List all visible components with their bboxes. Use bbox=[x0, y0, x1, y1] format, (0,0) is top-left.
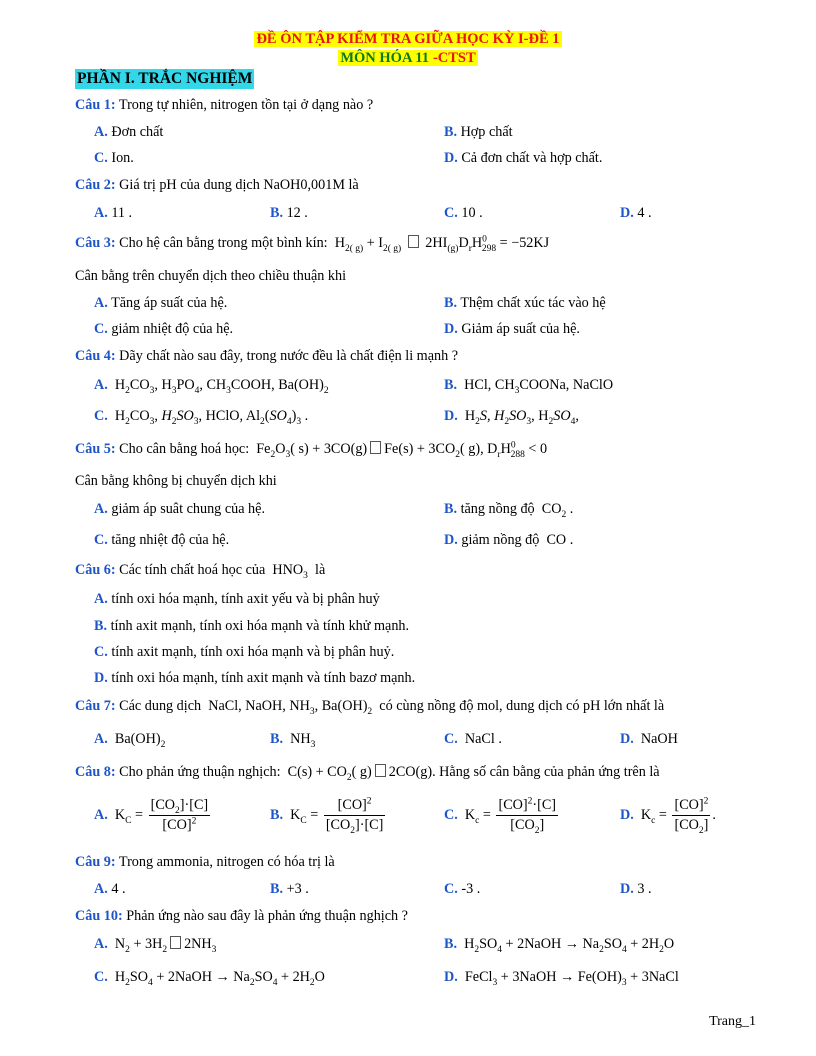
q4-option-b: B. HCl, $CH_3COONa$, NaClO bbox=[444, 377, 614, 396]
q1-option-a: A. Đơn chất bbox=[94, 124, 164, 140]
q5-stem-followup: Cân bằng không bị chuyển dịch khi bbox=[75, 473, 277, 489]
q9-option-c: C. -3 . bbox=[444, 881, 481, 897]
q3-equation: $H_{2( g)} + I_{2( g)}$ $2HI_{(g)}D_rH^0_{298} = -52KJ$ bbox=[331, 234, 550, 254]
q10-option-a: A. $N_2 + 3H_2$ $2NH_3$ bbox=[94, 936, 217, 955]
q8-option-d: D. $K_c$ = $\frac{[CO]^2}{[CO_2]}$ . bbox=[620, 796, 716, 836]
q2-option-a: A. 11 . bbox=[94, 205, 133, 221]
q8-option-a: A. $K_C$ = $\frac{[CO_2]\cdot[C]}{[CO]^2}$ bbox=[94, 797, 209, 834]
q5-option-d: D. giảm nồng độ CO . bbox=[444, 532, 574, 548]
equilibrium-arrow-icon bbox=[375, 764, 386, 777]
page-number: Trang_1 bbox=[709, 1014, 756, 1029]
q5-option-c: C. tăng nhiệt độ của hệ. bbox=[94, 532, 230, 548]
q5-equation: $Fe_2O_3$( s) + 3CO(g) $Fe(s) + 3CO_2$( g), $D_rH^0_{288} < 0$ bbox=[252, 440, 548, 460]
question-2: Câu 2: Giá trị pH của dung dịch NaOH0,001M là bbox=[75, 177, 359, 193]
q4-option-c: C. $H_2CO_3$, $H_2SO_3$, HClO, $Al_2(SO_4)_3$ . bbox=[94, 408, 309, 427]
q1-option-c: C. Ion. bbox=[94, 150, 134, 166]
q10-option-d: D. FeCl$_3$ + 3NaOH → $Fe(OH)_3$ + 3NaCl bbox=[444, 969, 679, 988]
q7-option-c: C. NaCl . bbox=[444, 731, 502, 747]
question-3: Câu 3: Cho hệ cân bằng trong một bình kín: $H_{2( g)} + I_{2( g)}$ $2HI_{(g)}D_rH^0_{298} = -52KJ$ bbox=[75, 234, 550, 254]
q2-option-d: D. 4 . bbox=[620, 205, 652, 221]
q6-option-c: C. tính axit mạnh, tính oxi hóa mạnh và bị phân huỷ. bbox=[94, 644, 395, 660]
q1-option-d: D. Cả đơn chất và hợp chất. bbox=[444, 150, 603, 166]
q9-option-d: D. 3 . bbox=[620, 881, 652, 897]
question-9: Câu 9: Trong ammonia, nitrogen có hóa trị là bbox=[75, 854, 335, 870]
question-8: Câu 8: Cho phản ứng thuận nghịch: $C(s) + CO_2$( g) 2CO(g). Hằng số cân bằng của phản ứng trên là bbox=[75, 764, 660, 783]
equilibrium-arrow-icon bbox=[408, 235, 419, 248]
question-7: Câu 7: Các dung dịch NaCl, NaOH, $NH_3$, $Ba(OH)_2$ có cùng nồng độ mol, dung dịch có pH lớn nhất là bbox=[75, 698, 665, 717]
equilibrium-arrow-icon bbox=[170, 936, 181, 949]
q7-option-d: D. NaOH bbox=[620, 731, 678, 747]
q6-option-a: A. tính oxi hóa mạnh, tính axit yếu và bị phân huỷ bbox=[94, 591, 380, 607]
q4-option-d: D. $H_2S$, $H_2SO_3$, $H_2SO_4$, bbox=[444, 408, 579, 427]
q9-option-b: B. +3 . bbox=[270, 881, 309, 897]
question-5: Câu 5: Cho cân bằng hoá học: $Fe_2O_3$( s) + 3CO(g) $Fe(s) + 3CO_2$( g), $D_rH^0_{288} < 0$ bbox=[75, 440, 548, 460]
q2-option-b: B. 12 . bbox=[270, 205, 308, 221]
question-10: Câu 10: Phản ứng nào sau đây là phản ứng thuận nghịch ? bbox=[75, 908, 408, 924]
exam-title: ĐỀ ÔN TẬP KIỂM TRA GIỮA HỌC KỲ I-ĐỀ 1 bbox=[256, 31, 560, 47]
q6-option-b: B. tính axit mạnh, tính oxi hóa mạnh và tính khử mạnh. bbox=[94, 618, 410, 634]
question-6: Câu 6: Các tính chất hoá học của $HNO_3$ là bbox=[75, 562, 326, 581]
q6-option-d: D. tính oxi hóa mạnh, tính axit mạnh và tính bazơ mạnh. bbox=[94, 670, 416, 686]
q7-option-a: A. $Ba(OH)_2$ bbox=[94, 731, 166, 750]
q2-option-c: C. 10 . bbox=[444, 205, 483, 221]
question-4: Câu 4: Dãy chất nào sau đây, trong nước đều là chất điện li mạnh ? bbox=[75, 348, 459, 364]
equilibrium-arrow-icon bbox=[370, 441, 381, 454]
q5-option-b: B. tăng nồng độ $CO_2$ . bbox=[444, 501, 574, 520]
q10-option-c: C. $H_2SO_4$ + 2NaOH → $Na_2SO_4 + 2H_2O$ bbox=[94, 969, 325, 988]
q10-option-b: B. $H_2SO_4$ + 2NaOH → $Na_2SO_4 + 2H_2O$ bbox=[444, 936, 675, 955]
q1-option-b: B. Hợp chất bbox=[444, 124, 513, 140]
q3-stem-followup: Cân bằng trên chuyển dịch theo chiều thuận khi bbox=[75, 268, 347, 284]
q7-option-b: B. $NH_3$ bbox=[270, 731, 316, 750]
q3-option-c: C. giảm nhiệt độ của hệ. bbox=[94, 321, 234, 337]
q8-option-c: C. $K_c$ = $\frac{[CO]^2\cdot[C]}{[CO_2]}$ bbox=[444, 796, 557, 836]
section-heading: PHẦN I. TRẮC NGHIỆM bbox=[77, 70, 253, 87]
q3-option-b: B. Thệm chất xúc tác vào hệ bbox=[444, 295, 606, 311]
q4-option-a: A. $H_2CO_3$, $H_3PO_4$, $CH_3COOH$, $Ba(OH)_2$ bbox=[94, 377, 329, 396]
q8-option-b: B. $K_C$ = $\frac{[CO]^2}{[CO_2]\cdot[C]}$ bbox=[270, 796, 384, 836]
q3-option-a: A. Tăng áp suất của hệ. bbox=[94, 295, 228, 311]
exam-subtitle: MÔN HÓA 11 -CTST bbox=[340, 50, 476, 66]
q5-option-a: A. giảm áp suât chung của hệ. bbox=[94, 501, 265, 517]
q9-option-a: A. 4 . bbox=[94, 881, 126, 897]
q3-option-d: D. Giảm áp suất của hệ. bbox=[444, 321, 580, 337]
question-1: Câu 1: Trong tự nhiên, nitrogen tồn tại ở dạng nào ? bbox=[75, 97, 374, 113]
